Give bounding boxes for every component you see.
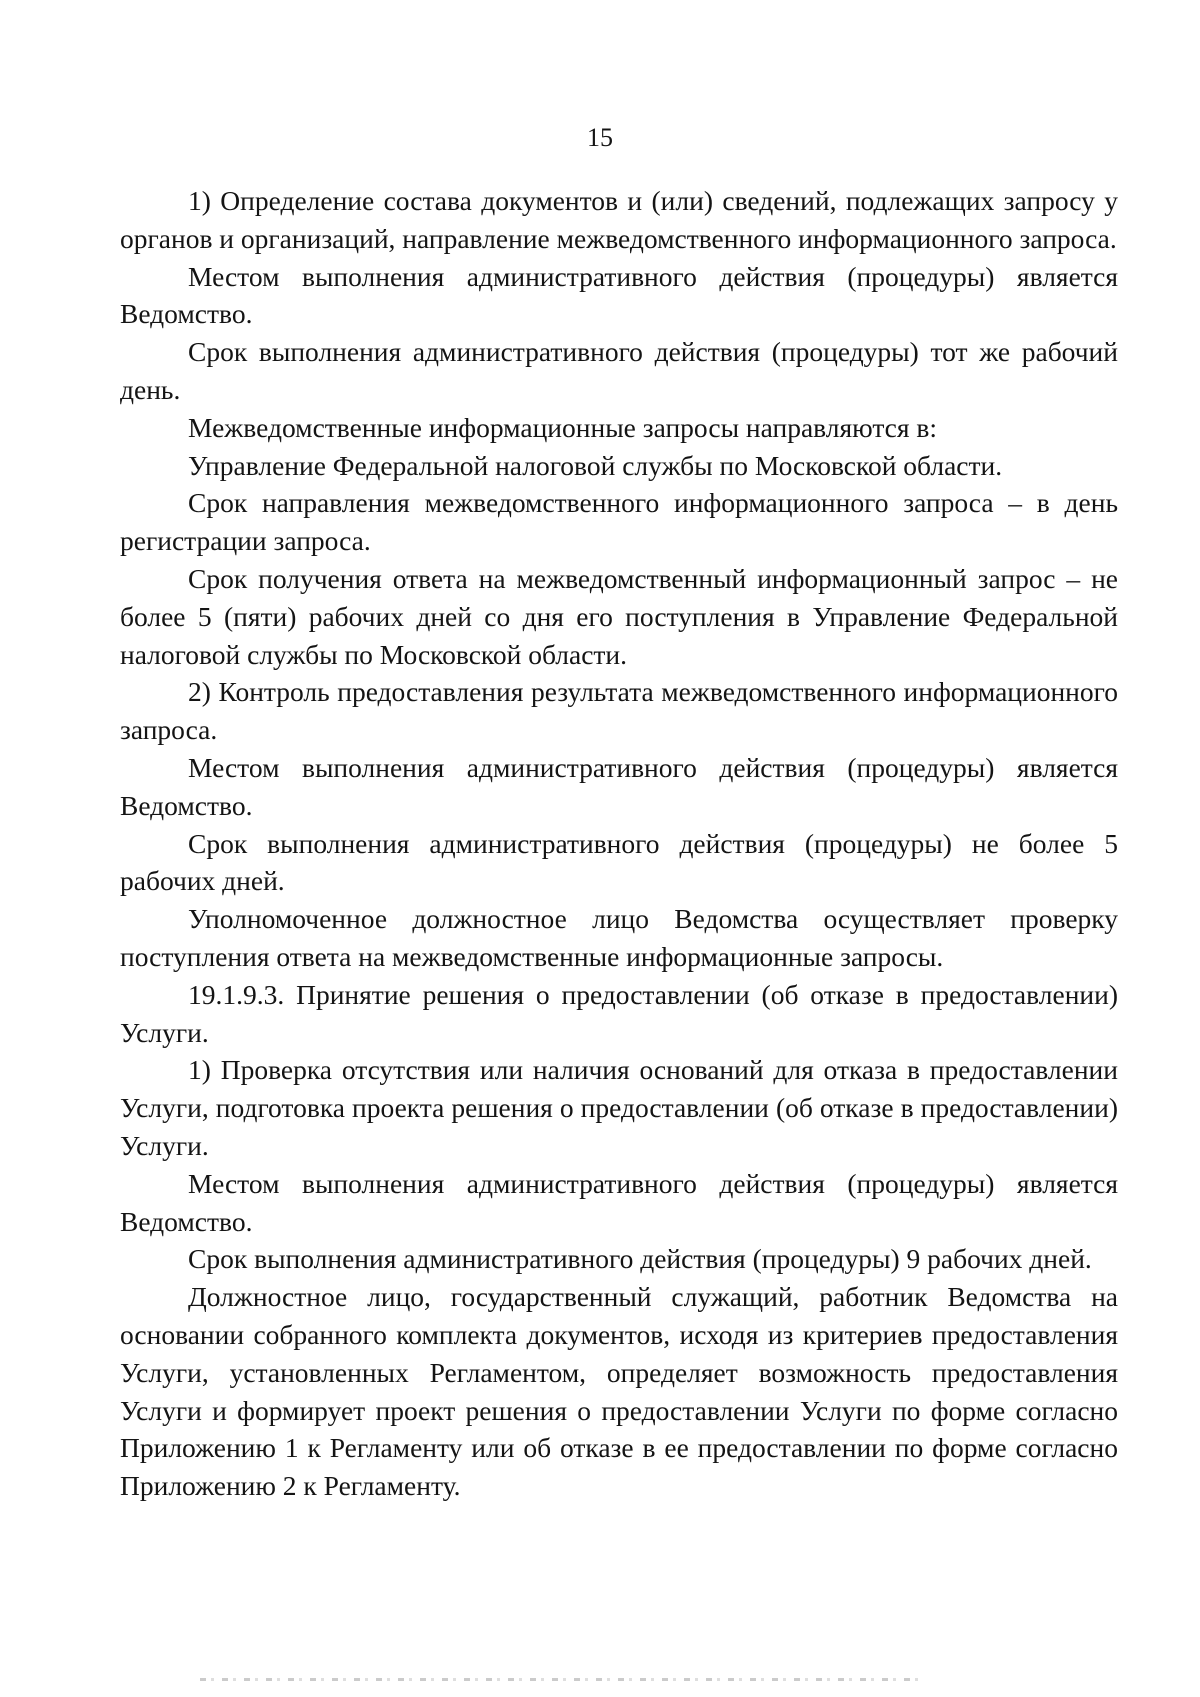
paragraph: Срок получения ответа на межведомственный информационный запрос – не более 5 (пяти) рабочих дней со дня его поступления в Управление Федеральной налоговой службы по Московской области. xyxy=(120,562,1118,670)
paragraph: Должностное лицо, государственный служащий, работник Ведомства на основании собранного комплекта документов, исходя из критериев предоставления Услуги, установленных Регламентом, определяет возможность предоставления Услуги и формирует проект решения о предоставлении Услуги по форме согласно Приложению 1 к Регламенту или об отказе в ее предоставлении по форме согласно Приложению 2 к Регламенту. xyxy=(120,1281,1118,1502)
paragraph: Местом выполнения административного действия (процедуры) является Ведомство. xyxy=(120,260,1118,330)
paragraph: Срок выполнения административного действия (процедуры) не более 5 рабочих дней. xyxy=(120,827,1118,897)
paragraph: Срок направления межведомственного информационного запроса – в день регистрации запроса. xyxy=(120,487,1118,557)
paragraph: Местом выполнения административного действия (процедуры) является Ведомство. xyxy=(120,751,1118,821)
paragraph: 19.1.9.3. Принятие решения о предоставлении (об отказе в предоставлении) Услуги. xyxy=(120,978,1118,1048)
paragraph: Управление Федеральной налоговой службы по Московской области. xyxy=(188,449,1003,481)
document-body xyxy=(120,182,1118,1505)
paragraph: 2) Контроль предоставления результата межведомственного информационного запроса. xyxy=(120,676,1118,746)
paragraph: Межведомственные информационные запросы направляются в: xyxy=(188,411,938,443)
page-number: 15 xyxy=(587,123,613,152)
paragraph: Уполномоченное должностное лицо Ведомства осуществляет проверку поступления ответа на межведомственные информационные запросы. xyxy=(120,903,1118,972)
paragraph: 1) Определение состава документов и (или) сведений, подлежащих запросу у органов и организаций, направление межведомственного информационного запроса. xyxy=(120,185,1118,254)
paragraph: Срок выполнения административного действия (процедуры) тот же рабочий день. xyxy=(120,336,1118,405)
paragraph: Срок выполнения административного действия (процедуры) 9 рабочих дней. xyxy=(188,1243,1092,1275)
scan-artifact xyxy=(200,1678,920,1681)
paragraph: 1) Проверка отсутствия или наличия оснований для отказа в предоставлении Услуги, подготовка проекта решения о предоставлении (об отказе в предоставлении) Услуги. xyxy=(120,1054,1118,1161)
paragraph: Местом выполнения административного действия (процедуры) является Ведомство. xyxy=(120,1167,1118,1237)
